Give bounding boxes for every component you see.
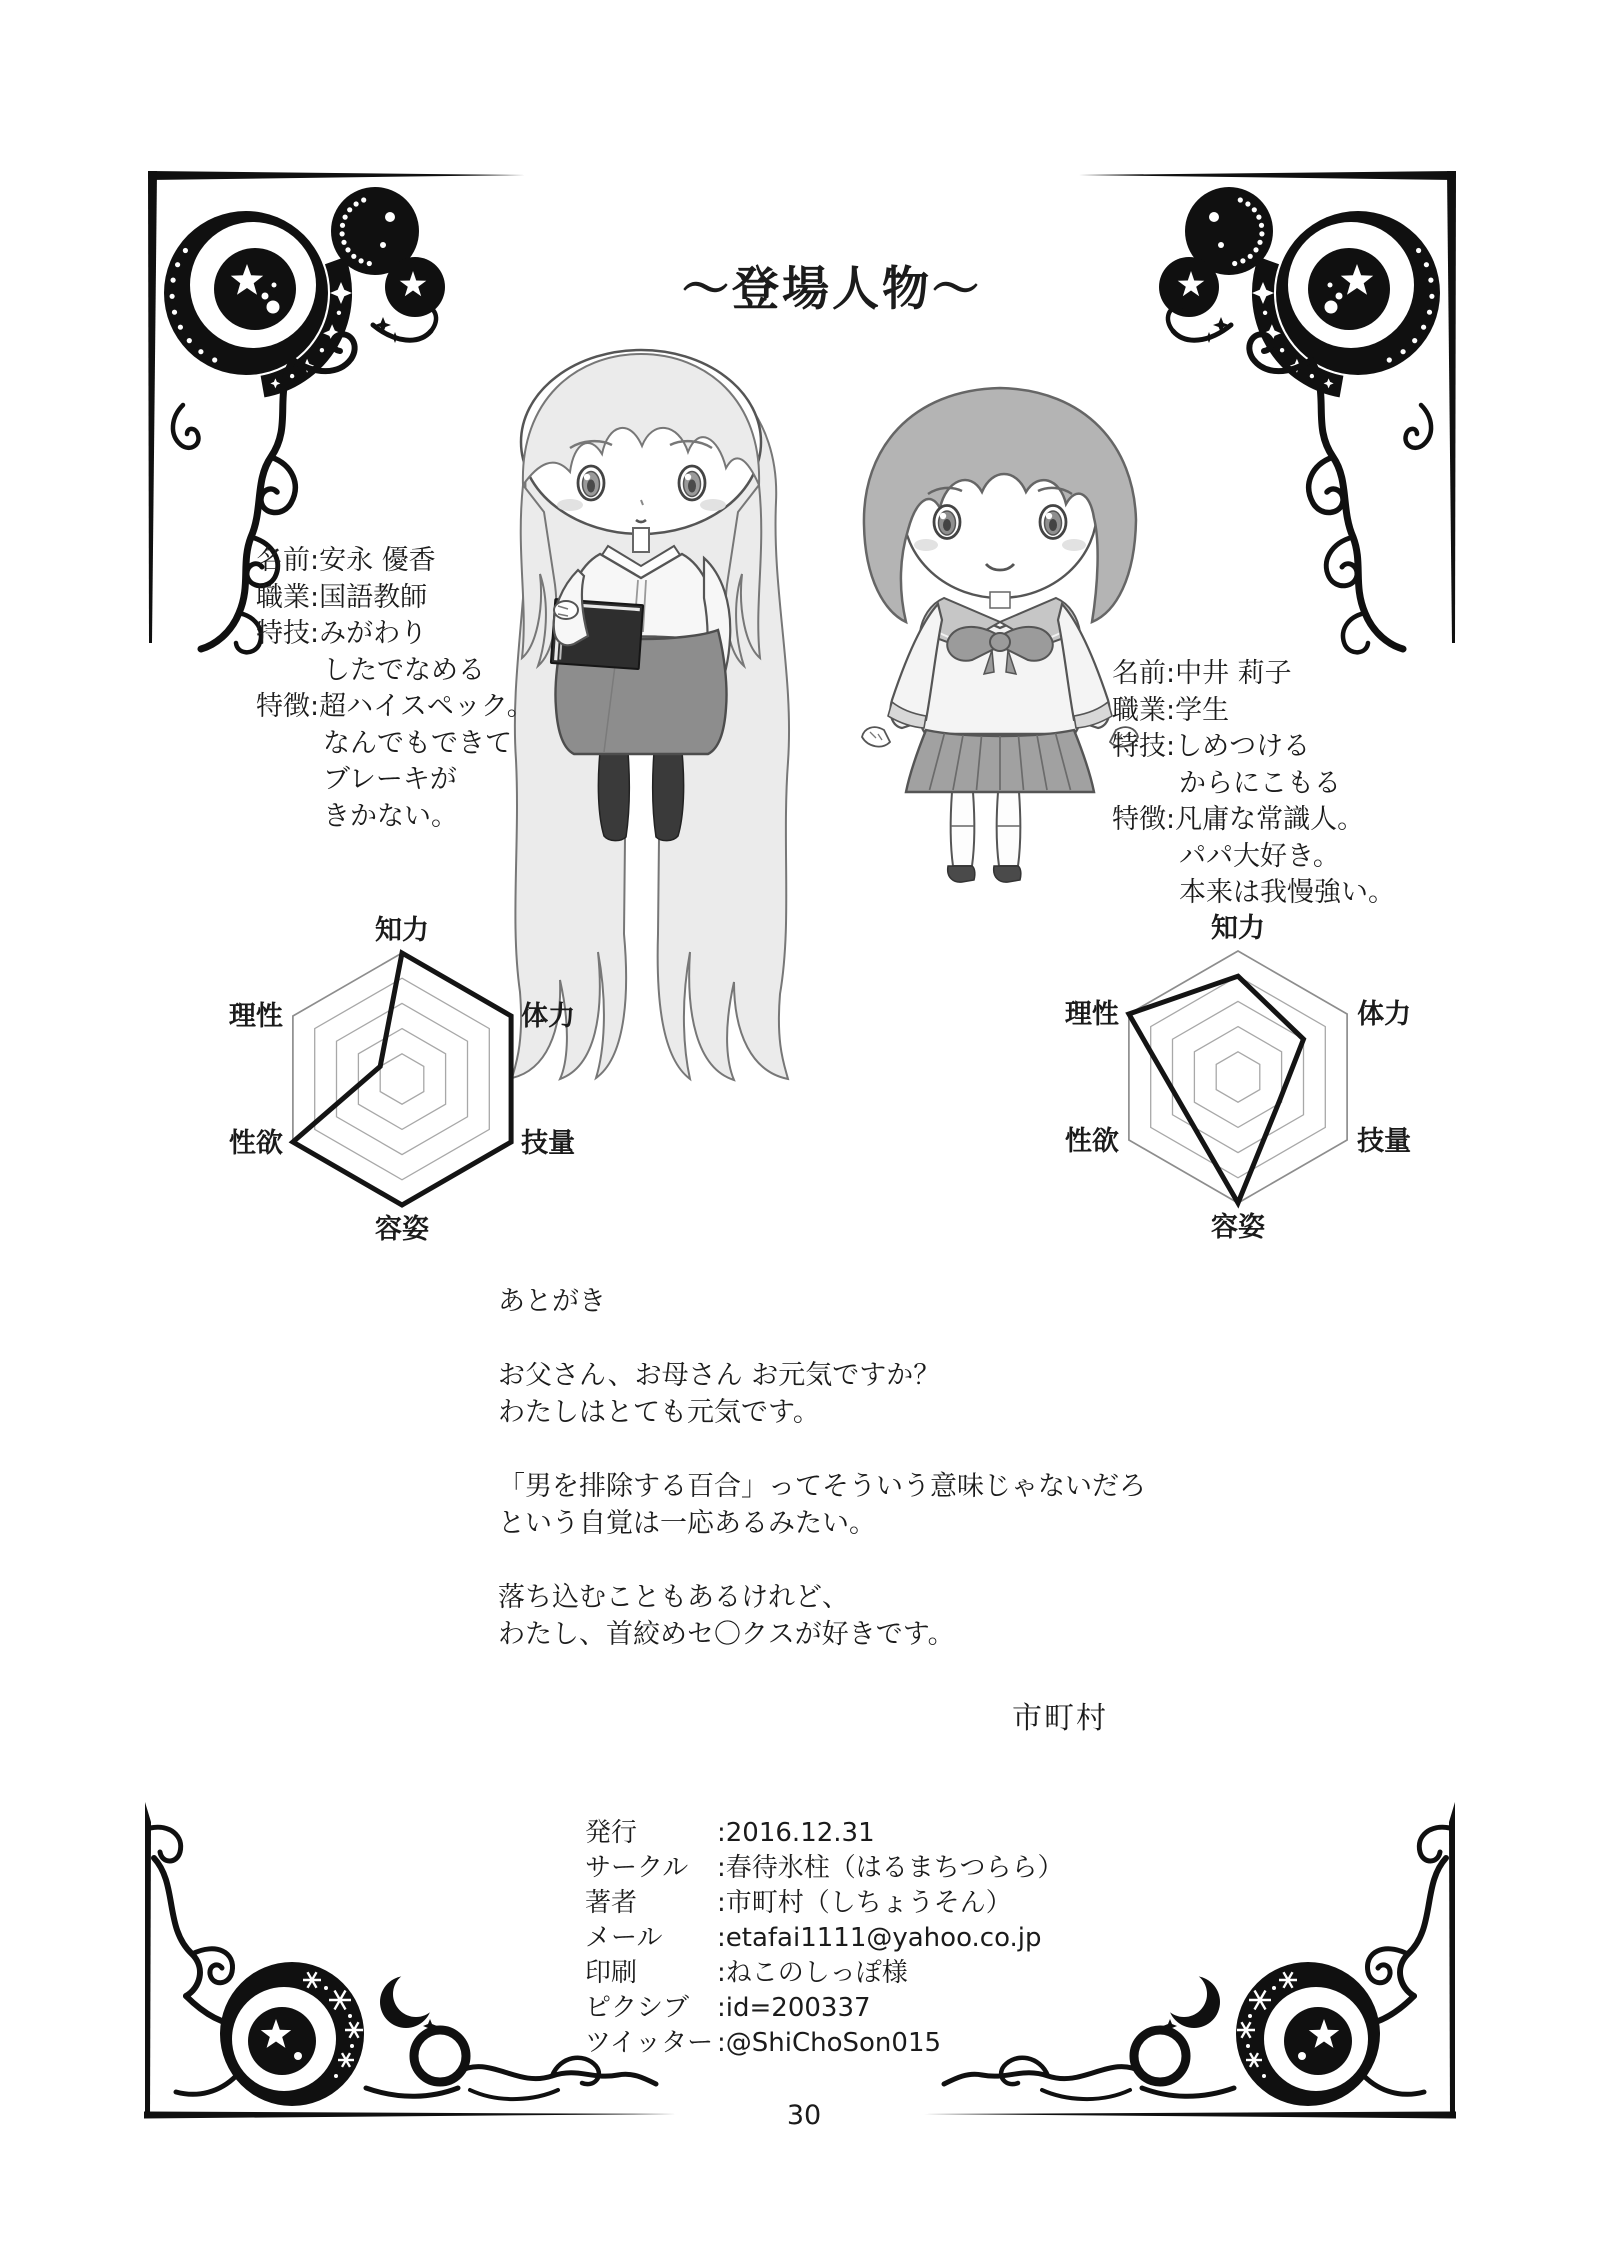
afterword-text — [498, 1283, 1146, 1690]
radar-axis-label-4: 性欲 — [1064, 1126, 1119, 1157]
colophon-row — [585, 1851, 1064, 1886]
riko-blush-right — [1062, 539, 1086, 551]
afterword-line: 落ち込むこともあるけれど、 — [498, 1582, 849, 1613]
profile-line: きかない。 — [323, 800, 458, 832]
radar-axis-label-2: 技量 — [1357, 1126, 1412, 1157]
colophon-value: :市町村（しちょうそん） — [717, 1888, 1012, 1918]
yuka-blush-left — [557, 499, 583, 511]
profile-line: 特徴:凡庸な常識人。 — [1112, 804, 1365, 835]
colophon-value: :2016.12.31 — [717, 1818, 875, 1848]
profile-line: 特徴:超ハイスペック。 — [256, 691, 534, 722]
afterword-paragraph — [498, 1283, 1146, 1320]
radar-axis-label-3: 容姿 — [1211, 1212, 1265, 1243]
riko-pleated-skirt — [906, 730, 1094, 792]
radar-grid-ring — [1129, 951, 1347, 1203]
colophon-row — [585, 1991, 1064, 2026]
colophon-row — [585, 1921, 1064, 1956]
colophon-label: サークル — [585, 1853, 689, 1883]
radar-axis-label-1: 体力 — [1357, 999, 1412, 1030]
colophon-value: :etafai1111@yahoo.co.jp — [717, 1923, 1042, 1953]
profile-line: 特技:しめつける — [1112, 731, 1311, 762]
profile-line: 本来は我慢強い。 — [1179, 877, 1395, 908]
colophon-value: :春待氷柱（はるまちつらら） — [717, 1853, 1064, 1883]
riko-eye-left — [934, 506, 960, 539]
radar-axis-label-0: 知力 — [375, 915, 429, 946]
colophon-row — [585, 1886, 1064, 1921]
colophon-value: :id=200337 — [717, 1993, 871, 2023]
radar-axis-label-3: 容姿 — [375, 1214, 429, 1245]
colophon-value: :ねこのしっぽ様 — [717, 1958, 908, 1988]
radar-grid-ring — [1194, 1027, 1281, 1128]
profile-line: なんでもできて — [323, 727, 512, 759]
radar-grid-ring — [1173, 1001, 1304, 1152]
afterword-line: 「男を排除する百合」ってそういう意味じゃないだろ — [498, 1471, 1146, 1502]
colophon-label: メール — [585, 1923, 663, 1953]
page-number: 30 — [786, 2100, 822, 2131]
colophon-label: ツイッター — [585, 2028, 714, 2058]
character-profile-right — [1112, 656, 1395, 912]
radar-axis-label-5: 理性 — [1064, 999, 1119, 1030]
character-profile-left — [256, 543, 534, 835]
radar-grid-ring — [380, 1054, 424, 1104]
profile-line: 職業:国語教師 — [256, 581, 428, 613]
yuka-left-hand — [554, 601, 578, 619]
afterword-line: という自覚は一応あるみたい。 — [498, 1508, 876, 1539]
colophon-row — [585, 1816, 1064, 1851]
page-title: ～登場人物～ — [682, 262, 982, 317]
afterword-line: わたし、首絞めセ〇クスが好きです。 — [498, 1619, 955, 1650]
afterword-paragraph — [498, 1357, 1146, 1431]
colophon-label: 著者 — [585, 1888, 638, 1918]
colophon-label: 印刷 — [585, 1958, 638, 1988]
colophon — [585, 1816, 1064, 2061]
profile-line: したでなめる — [323, 654, 485, 686]
riko-neck — [990, 592, 1010, 608]
afterword-line: あとがき — [498, 1286, 606, 1317]
stat-radar-chart-right — [1008, 901, 1468, 1247]
afterword-line: お父さん、お母さん お元気ですか？ — [498, 1360, 941, 1391]
radar-grid-ring — [358, 1029, 445, 1130]
radar-axis-label-1: 体力 — [521, 1001, 576, 1032]
author-signature: 市町村 — [1012, 1701, 1108, 1736]
colophon-row — [585, 2026, 1064, 2061]
afterword-paragraph — [498, 1579, 1146, 1653]
radar-axis-label-0: 知力 — [1211, 913, 1265, 944]
riko-eye-right — [1040, 506, 1066, 539]
yuka-neck — [633, 528, 649, 552]
yuka-eye-right — [679, 466, 705, 500]
radar-grid-ring — [293, 953, 511, 1205]
profile-line: 職業:学生 — [1112, 694, 1230, 726]
radar-axis-label-2: 技量 — [521, 1128, 576, 1159]
colophon-row — [585, 1956, 1064, 1991]
riko-blush-left — [914, 539, 938, 551]
profile-line: パパ大好き。 — [1179, 840, 1340, 872]
radar-grid-ring — [337, 1003, 468, 1154]
afterword-paragraph — [498, 1468, 1146, 1542]
radar-axis-label-5: 理性 — [228, 1001, 283, 1032]
colophon-label: 発行 — [585, 1818, 638, 1848]
yuka-eye-left — [578, 466, 604, 500]
colophon-value: :@ShiChoSon015 — [717, 2028, 942, 2058]
radar-grid-ring — [315, 978, 490, 1180]
yuka-legs — [598, 752, 683, 841]
profile-line: ブレーキが — [323, 764, 457, 795]
afterword-line: わたしはとても元気です。 — [498, 1397, 820, 1428]
yuka-blush-right — [700, 499, 726, 511]
profile-line: 名前:安永 優香 — [256, 545, 436, 576]
riko-legs — [948, 792, 1021, 882]
radar-grid-ring — [1216, 1052, 1260, 1102]
colophon-label: ピクシブ — [585, 1993, 690, 2023]
radar-data-polygon — [293, 953, 511, 1205]
profile-line: 名前:中井 莉子 — [1112, 658, 1292, 689]
radar-grid-ring — [1151, 976, 1326, 1178]
profile-line: からにこもる — [1179, 767, 1341, 799]
stat-radar-chart-left — [172, 903, 632, 1249]
radar-axis-label-4: 性欲 — [228, 1128, 283, 1159]
profile-line: 特技:みがわり — [256, 618, 428, 649]
